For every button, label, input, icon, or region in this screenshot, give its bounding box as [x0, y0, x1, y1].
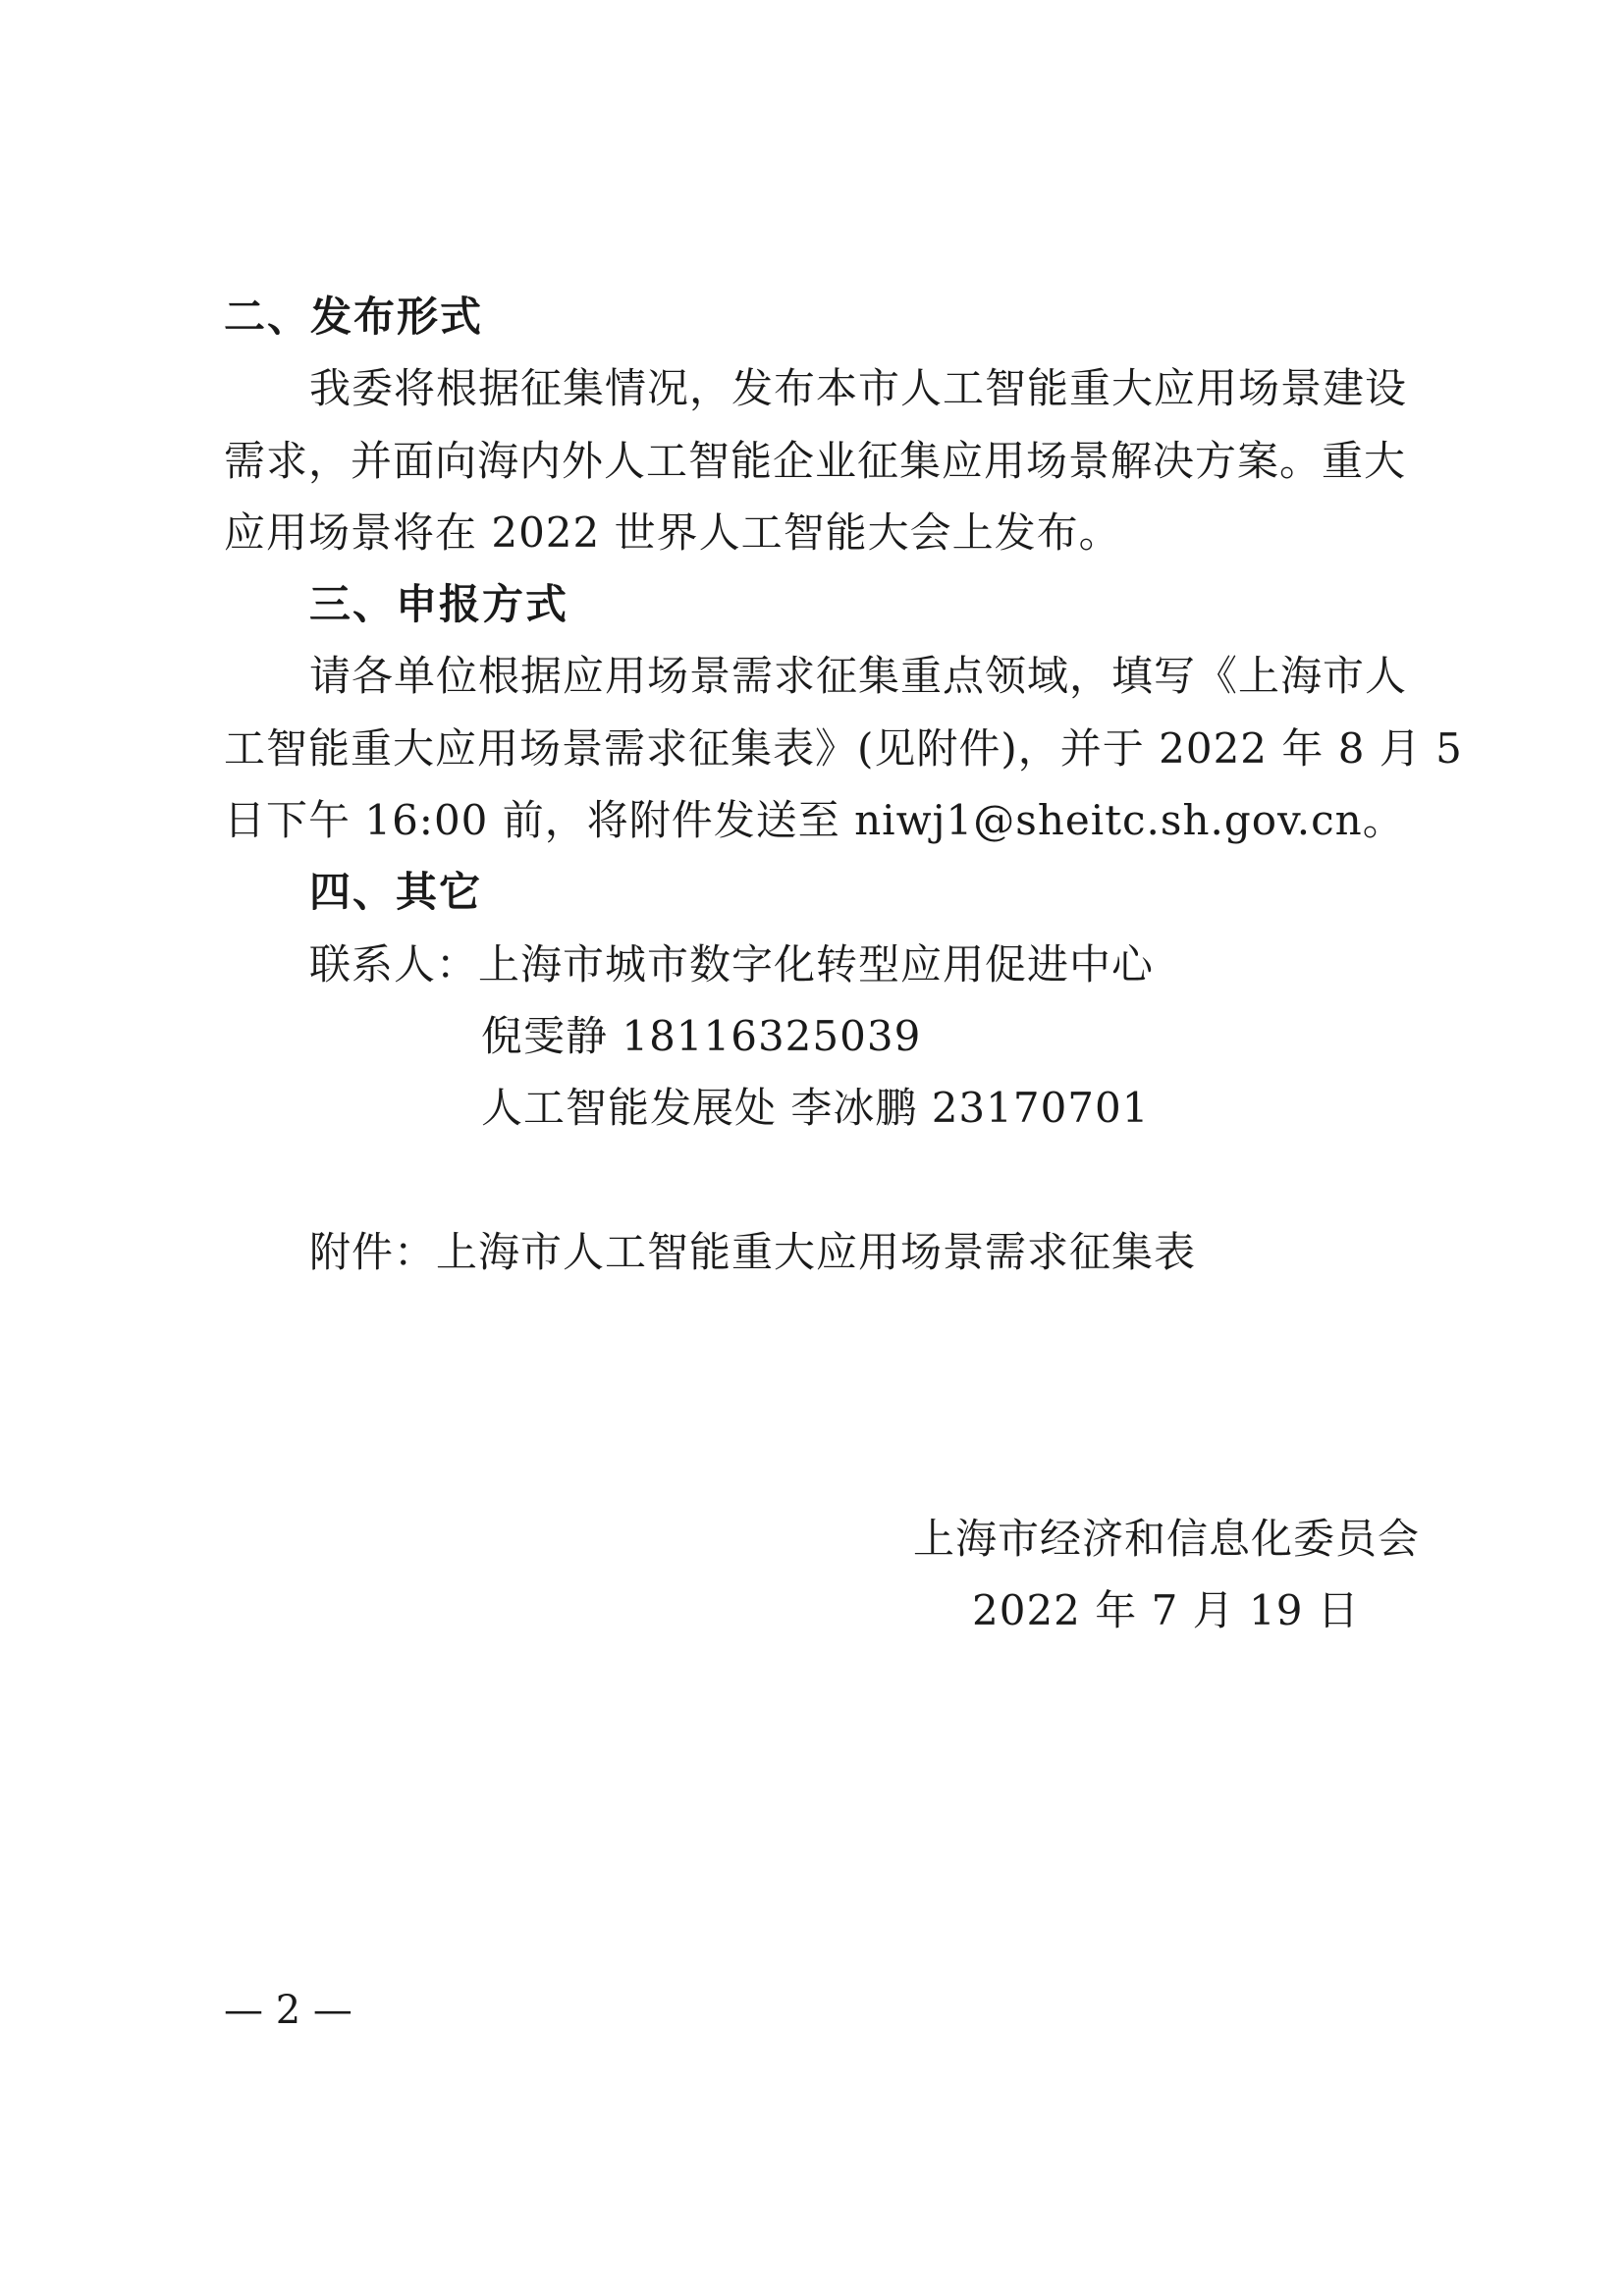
paragraph-line: 应用场景将在 2022 世界人工智能大会上发布。	[224, 508, 1121, 557]
page-number: — 2 —	[224, 1988, 352, 2033]
section-heading-submission-method: 三、申报方式	[309, 580, 569, 628]
paragraph-line: 我委将根据征集情况，发布本市人工智能重大应用场景建设	[309, 364, 1408, 412]
signature-organization: 上海市经济和信息化委员会	[913, 1515, 1421, 1563]
contact-person-line: 人工智能发展处 李冰鹏 23170701	[481, 1084, 1150, 1132]
contact-line: 联系人：上海市城市数字化转型应用促进中心	[309, 940, 1155, 988]
section-heading-other: 四、其它	[309, 868, 483, 916]
contact-person-line: 倪雯静 18116325039	[481, 1012, 922, 1060]
signature-date: 2022 年 7 月 19 日	[972, 1586, 1360, 1634]
paragraph-line: 请各单位根据应用场景需求征集重点领域，填写《上海市人	[309, 652, 1408, 700]
attachment-note: 附件：上海市人工智能重大应用场景需求征集表	[309, 1228, 1197, 1276]
paragraph-line: 日下午 16:00 前，将附件发送至 niwj1@sheitc.sh.gov.cn。	[224, 796, 1405, 844]
section-heading-release-form: 二、发布形式	[224, 293, 484, 341]
paragraph-line: 工智能重大应用场景需求征集表》(见附件)，并于 2022 年 8 月 5	[224, 724, 1463, 773]
paragraph-line: 需求，并面向海内外人工智能企业征集应用场景解决方案。重大	[224, 437, 1407, 485]
